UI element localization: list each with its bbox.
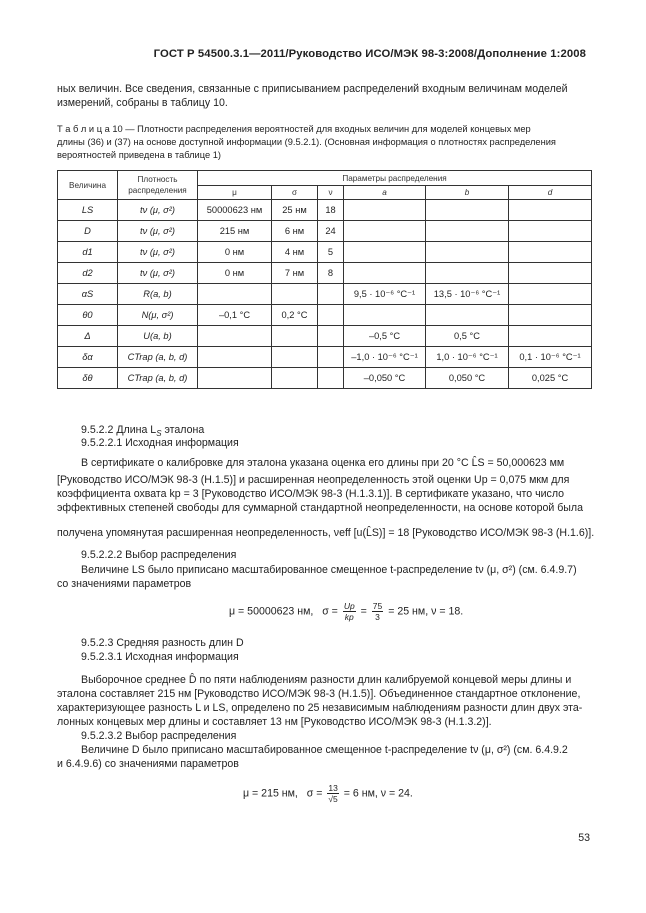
cell-b <box>426 221 509 242</box>
cell-d <box>509 221 592 242</box>
formula-tail: = 25 нм, ν = 18. <box>388 605 464 618</box>
cell-b <box>426 200 509 221</box>
table-row <box>58 347 592 368</box>
cell-dist: CTrap (a, b, d) <box>118 368 198 389</box>
header-a: a <box>344 186 426 200</box>
subsection-heading: 9.5.2.2.1 Исходная информация <box>81 437 239 449</box>
paragraph-line: [Руководство ИСО/МЭК 98-3 (Н.1.5)] и расширенная неопределенность этой оценки Up = 0,075 мкм для <box>57 474 570 486</box>
header-mu: μ <box>198 186 272 200</box>
cell-sigma <box>272 347 318 368</box>
header-b: b <box>426 186 509 200</box>
cell-q: δα <box>58 347 118 368</box>
fraction-numerator: Up <box>343 601 355 611</box>
cell-d <box>509 326 592 347</box>
paragraph-line: лонных концевых мер длины и составляет 13 нм [Руководство ИСО/МЭК 98-3 (Н.1.3.2)]. <box>57 716 492 728</box>
header-params: Параметры распределения <box>198 171 592 186</box>
cell-d <box>509 263 592 284</box>
paragraph-line: и 6.4.9.6) со значениями параметров <box>57 758 239 770</box>
formula-sigma-lhs: σ = <box>306 787 323 800</box>
cell-nu: 8 <box>318 263 344 284</box>
table-row <box>58 305 592 326</box>
cell-b: 0,5 °C <box>426 326 509 347</box>
table-row <box>58 221 592 242</box>
cell-nu <box>318 305 344 326</box>
formula-mu: μ = 50000623 нм, <box>229 605 314 618</box>
intro-paragraph <box>57 82 587 111</box>
cell-mu <box>198 347 272 368</box>
cell-nu: 5 <box>318 242 344 263</box>
cell-nu <box>318 284 344 305</box>
header-nu: ν <box>318 186 344 200</box>
cell-sigma <box>272 284 318 305</box>
cell-q: θ0 <box>58 305 118 326</box>
cell-a: –1,0 · 10⁻⁶ °C⁻¹ <box>344 347 426 368</box>
paragraph-line: коэффициента охвата kp = 3 [Руководство ИСО/МЭК 98-3 (Н.1.3.1)]. В сертификате указано, что число <box>57 488 565 500</box>
cell-mu: –0,1 °C <box>198 305 272 326</box>
cell-b <box>426 263 509 284</box>
fraction-numerator: 75 <box>372 601 383 611</box>
cell-nu: 18 <box>318 200 344 221</box>
cell-dist: N(μ, σ²) <box>118 305 198 326</box>
cell-a: 9,5 · 10⁻⁶ °C⁻¹ <box>344 284 426 305</box>
paragraph-line: Величине LS было приписано масштабированное смещенное t-распределение tν (μ, σ²) (см. 6.4.9.7) <box>81 564 577 576</box>
header-sigma: σ <box>272 186 318 200</box>
caption-line: длины (36) и (37) на основе доступной информации (9.5.2.1). (Основная информация о плотностях распределения <box>57 137 556 147</box>
cell-d <box>509 305 592 326</box>
fraction-75-3 <box>372 601 383 622</box>
cell-sigma: 25 нм <box>272 200 318 221</box>
cell-mu: 0 нм <box>198 263 272 284</box>
cell-a: –0,5 °C <box>344 326 426 347</box>
formula-equals: = <box>360 605 367 618</box>
formula-mu: μ = 215 нм, <box>243 787 298 800</box>
cell-b: 13,5 · 10⁻⁶ °C⁻¹ <box>426 284 509 305</box>
table-row <box>58 284 592 305</box>
cell-sigma: 7 нм <box>272 263 318 284</box>
table-row <box>58 326 592 347</box>
header-density: Плотность распределения <box>118 171 198 200</box>
heading-text: 9.5.2.2 Длина L <box>81 424 157 436</box>
cell-a <box>344 305 426 326</box>
cell-dist: tν (μ, σ²) <box>118 221 198 242</box>
table-row <box>58 263 592 284</box>
cell-dist: R(a, b) <box>118 284 198 305</box>
paragraph-line: эффективных степеней свободы для суммарной стандартной неопределенности, на основе которой была <box>57 502 583 514</box>
formula-tail: = 6 нм, ν = 24. <box>343 787 413 800</box>
cell-b <box>426 242 509 263</box>
cell-d: 0,1 · 10⁻⁶ °C⁻¹ <box>509 347 592 368</box>
cell-d: 0,025 °C <box>509 368 592 389</box>
paragraph-line: получена упомянутая расширенная неопределенность, νeff [u(L̂S)] = 18 [Руководство ИСО/МЭК 98-3 (Н.1.6)]. <box>57 527 595 539</box>
cell-q: D <box>58 221 118 242</box>
cell-dist: tν (μ, σ²) <box>118 242 198 263</box>
cell-nu <box>318 326 344 347</box>
cell-q: Δ <box>58 326 118 347</box>
cell-a <box>344 200 426 221</box>
cell-mu <box>198 284 272 305</box>
cell-dist: tν (μ, σ²) <box>118 263 198 284</box>
fraction-up-kp <box>343 601 356 622</box>
cell-sigma: 6 нм <box>272 221 318 242</box>
cell-sigma: 0,2 °C <box>272 305 318 326</box>
cell-b: 1,0 · 10⁻⁶ °C⁻¹ <box>426 347 509 368</box>
cell-dist: tν (μ, σ²) <box>118 200 198 221</box>
cell-b <box>426 305 509 326</box>
cell-a <box>344 221 426 242</box>
cell-q: d1 <box>58 242 118 263</box>
cell-d <box>509 242 592 263</box>
document-header: ГОСТ Р 54500.3.1—2011/Руководство ИСО/МЭК 98-3:2008/Дополнение 1:2008 <box>153 48 586 60</box>
fraction-numerator: 13 <box>328 783 338 793</box>
table-body <box>58 200 592 389</box>
paragraph-line: Величине D было приписано масштабированное смещенное t-распределение tν (μ, σ²) (см. 6.4.9.2 <box>81 744 568 756</box>
cell-mu: 215 нм <box>198 221 272 242</box>
cell-a: –0,050 °C <box>344 368 426 389</box>
cell-sigma <box>272 326 318 347</box>
subsection-heading: 9.5.2.3.2 Выбор распределения <box>81 730 237 742</box>
subsection-heading: 9.5.2.3.1 Исходная информация <box>81 651 239 663</box>
cell-q: αS <box>58 284 118 305</box>
paragraph-line: В сертификате о калибровке для эталона указана оценка его длины при 20 °С L̂S = 50,000623 мм <box>81 457 565 469</box>
paragraph-line: Выборочное среднее D̂ по пяти наблюдениям разности длин калибруемой концевой меры длины и <box>81 674 572 686</box>
formula-ls-parameters <box>229 601 463 622</box>
table-row <box>58 242 592 263</box>
intro-line: измерений, собраны в таблицу 10. <box>57 97 228 110</box>
cell-d <box>509 200 592 221</box>
caption-line: Т а б л и ц а 10 — Плотности распределения вероятностей для входных величин для моделей концевых мер <box>57 124 531 134</box>
cell-nu <box>318 347 344 368</box>
cell-b: 0,050 °C <box>426 368 509 389</box>
table-row <box>58 200 592 221</box>
section-heading: 9.5.2.3 Средняя разность длин D <box>81 637 244 649</box>
header-d: d <box>509 186 592 200</box>
cell-mu: 0 нм <box>198 242 272 263</box>
formula-sigma-lhs: σ = <box>322 605 338 618</box>
cell-q: LS <box>58 200 118 221</box>
cell-a <box>344 242 426 263</box>
formula-d-parameters <box>243 783 413 804</box>
paragraph-line: характеризующее разность L и LS, определено по 25 независимым наблюдениям разности длин двух эта- <box>57 702 583 714</box>
cell-mu <box>198 368 272 389</box>
fraction-denominator: kp <box>344 612 354 622</box>
caption-line: вероятностей приведена в таблице 1) <box>57 150 221 160</box>
cell-q: δθ <box>58 368 118 389</box>
fraction-13-sqrt5 <box>327 783 338 804</box>
cell-a <box>344 263 426 284</box>
cell-sigma: 4 нм <box>272 242 318 263</box>
cell-dist: U(a, b) <box>118 326 198 347</box>
heading-subscript: S <box>156 429 162 439</box>
cell-q: d2 <box>58 263 118 284</box>
page-number: 53 <box>578 832 590 844</box>
cell-mu <box>198 326 272 347</box>
header-quantity: Величина <box>58 171 118 200</box>
cell-nu: 24 <box>318 221 344 242</box>
cell-d <box>509 284 592 305</box>
cell-sigma <box>272 368 318 389</box>
subsection-heading: 9.5.2.2.2 Выбор распределения <box>81 549 237 561</box>
cell-dist: CTrap (a, b, d) <box>118 347 198 368</box>
table-row <box>58 368 592 389</box>
intro-line: ных величин. Все сведения, связанные с приписыванием распределений входным величинам моделей <box>57 83 568 95</box>
fraction-denominator: √5 <box>328 794 338 804</box>
paragraph-line: со значениями параметров <box>57 578 192 590</box>
fraction-denominator: 3 <box>375 612 380 622</box>
cell-nu <box>318 368 344 389</box>
distributions-table <box>57 170 592 389</box>
table-caption <box>57 123 592 162</box>
heading-tail: эталона <box>164 424 205 436</box>
paragraph-line: эталона составляет 215 нм [Руководство ИСО/МЭК 98-3 (Н.1.5)]. Объединенное стандартное отклонение, <box>57 688 581 700</box>
cell-mu: 50000623 нм <box>198 200 272 221</box>
